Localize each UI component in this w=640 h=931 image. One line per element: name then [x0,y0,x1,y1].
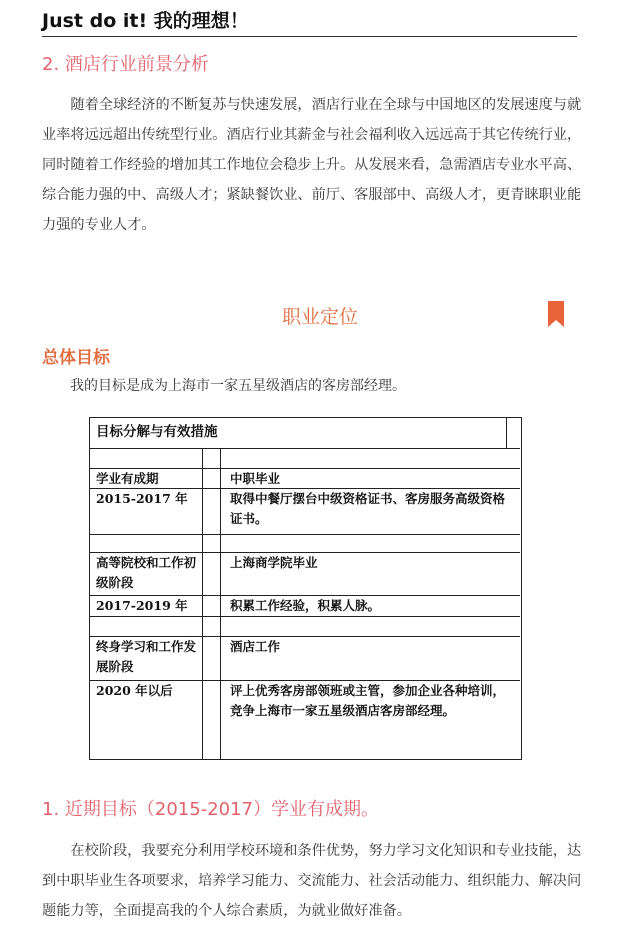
header-title: Just do it! 我的理想！ [42,10,249,32]
table-cell: 积累工作经验，积累人脉。 [230,598,381,613]
table-cell: 2020 年以后 [96,683,173,698]
section-title-industry-outlook: 2. 酒店行业前景分析 [42,54,209,75]
overall-goal-heading: 总体目标 [42,348,110,368]
table-cell: 终身学习和工作发展阶段 [96,639,197,674]
table-cell: 2017-2019 年 [96,598,188,613]
table-cell: 取得中餐厅摆台中级资格证书、客房服务高级资格证书。 [230,491,506,526]
table-cell: 中职毕业 [230,471,281,486]
table-cell: 高等院校和工作初级阶段 [96,555,197,590]
short-term-goal-paragraph: 在校阶段，我要充分利用学校环境和条件优势，努力学习文化知识和专业技能，达到中职毕业生各项要求，培养学习能力、交流能力、社会活动能力、组织能力、解决问题能力等，全面提高我的个人综合素质，为就业做好准备。 [42,843,582,919]
bookmark-icon [548,301,564,327]
table-title-divider [506,418,507,448]
page-header [42,8,577,37]
industry-outlook-paragraph: 随着全球经济的不断复苏与快速发展，酒店行业在全球与中国地区的发展速度与就业率将远远超出传统型行业。酒店行业其薪金与社会福利收入远远高于其它传统行业，同时随着工作经验的增加其工作地位会稳步上升。从发展来看，急需酒店专业水平高、综合能力强的中、高级人才；紧缺餐饮业、前厅、客服部中、高级人才，更青睐职业能力强的专业人才。 [42,97,582,233]
table-cell: 上海商学院毕业 [230,555,318,570]
section-title-short-term-goal: 1. 近期目标（2015-2017）学业有成期。 [42,799,380,820]
table-divider [90,616,520,617]
overall-goal-text: 我的目标是成为上海市一家五星级酒店的客房部经理。 [70,378,406,394]
table-cell: 学业有成期 [96,471,159,486]
table-column-divider [220,448,221,759]
table-divider [90,534,520,535]
table-divider [90,448,520,449]
table-cell: 酒店工作 [230,639,281,654]
career-positioning-heading: 职业定位 [281,306,358,328]
table-title: 目标分解与有效措施 [96,424,218,440]
goal-breakdown-table [89,417,522,760]
table-cell: 2015-2017 年 [96,491,188,506]
table-column-divider [202,448,203,759]
table-cell: 评上优秀客房部领班或主管，参加企业各种培训，竞争上海市一家五星级酒店客房部经理。 [230,683,506,718]
